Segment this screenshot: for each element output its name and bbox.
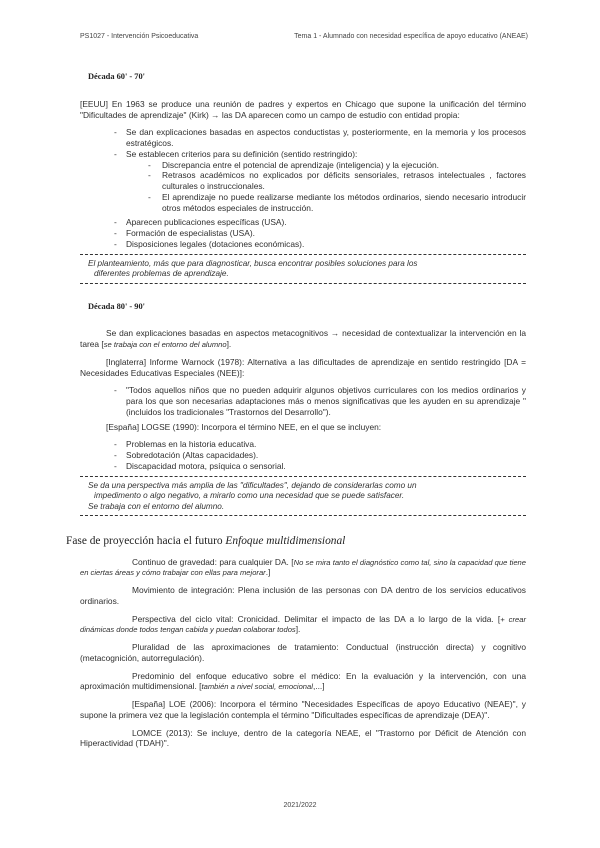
future-paragraph [80,671,526,693]
decade-60-heading: Década 60' - 70' [88,72,145,81]
section-title: Fase de proyección hacia el futuro [66,535,223,547]
note-line: El planteamiento, más que para diagnosticar, busca encontrar posibles soluciones para los [88,258,418,268]
decade-80-paragraph-1 [80,328,526,350]
future-paragraph [80,557,526,579]
list-item: - Se dan explicaciones basadas en aspectos conductistas y, posteriormente, en la memoria y los procesos estratégicos. [80,127,526,149]
decade-60-intro: [EEUU] En 1963 se produce una reunión de padres y expertos en Chicago que supone la unificación del término "Dificultades de aprendizaje" (Kirk) → las DA aparecen como un campo de estudio con entidad propia: [80,98,526,120]
list-item: - Discapacidad motora, psíquica o sensorial. [80,461,526,472]
section-subtitle: Enfoque multidimensional [225,535,346,547]
section-heading [66,534,526,549]
note-line: Se da una perspectiva más amplia de las "dificultades", dejando de considerarlas como un [88,480,417,490]
list-item [80,149,526,214]
note-line: Se trabaja con el entorno del alumno. [88,501,225,511]
header-topic: Tema 1 - Alumnado con necesidad específica de apoyo educativo (ANEAE) [294,33,528,40]
sublist-item: - Retrasos académicos no explicados por déficits sensoriales, retrasos intelectuales , factores culturales o instruccionales. [80,170,526,192]
list-item: - Problemas en la historia educativa. [80,439,526,450]
note-line: diferentes problemas de aprendizaje. [94,269,229,278]
list-item: - Sobredotación (Altas capacidades). [80,450,526,461]
header-course: PS1027 - Intervención Psicoeducativa [80,33,199,40]
text: Se dan explicaciones basadas en aspectos metacognitivos → necesidad de contextualizar la intervención en la tarea [ [80,328,526,349]
future-paragraph: Pluralidad de las aproximaciones de tratamiento: Conductual (instrucción directa) y cognitivo (metacognición, autorregulación). [80,642,526,663]
text: ]. [295,624,301,635]
italic-aside: se trabaja con el entorno del alumno [103,340,227,349]
list-item-text: Se establecen criterios para su definición (sentido restringido): [126,148,358,159]
note-line: impedimento o algo negativo, a mirarlo como una necesidad que se puede satisfacer. [94,491,405,500]
sublist-item: - Discrepancia entre el potencial de aprendizaje (inteligencia) y la ejecución. [80,160,526,171]
warnock-quote-list [80,385,526,417]
italic-aside: No se mira tanto el diagnóstico como tal, sino la capacidad que tiene en ciertas áreas y cómo trabajar con ellas para mejorar [80,557,527,578]
list-item: - Aparecen publicaciones específicas (USA). [80,217,526,228]
future-paragraph: LOMCE (2013): Se incluye, dentro de la categoría NEAE, el "Trastorno por Déficit de Atención con Hiperactividad (TDAH)". [80,727,526,749]
text: Perspectiva del ciclo vital: Cronicidad. Delimitar el impacto de las DA a lo largo de la vida. [ [132,613,501,624]
criteria-sublist [80,160,526,214]
list-item: - Formación de especialistas (USA). [80,228,526,239]
future-paragraph: Movimiento de integración: Plena inclusión de las personas con DA dentro de los servicios educativos ordinarios. [80,585,526,606]
decade-80-paragraph-3: [España] LOGSE (1990): Incorpora el término NEE, en el que se incluyen: [106,421,382,432]
text: ]. [226,339,232,349]
list-item: - Disposiciones legales (dotaciones económicas). [80,239,526,250]
italic-aside: + crear dinámicas donde todos tengan cabida y puedan colaborar todos [80,614,526,635]
list-item: - "Todos aquellos niños que no pueden adquirir algunos objetivos curriculares con los medios ordinarios y para los que son necesarias adaptaciones más o menos significativas que les ayuden en su aprendizaje " (incluidos los tradicionales "Trastornos del Desarrollo"). [80,385,526,417]
text: .] [265,567,271,578]
logse-list [80,439,526,471]
page-content [66,72,527,756]
text: Predominio del enfoque educativo sobre el médico: En la evaluación y la intervención, con una aproximación multidimensional. [ [80,670,526,692]
future-paragraph: [España] LOE (2006): Incorpora el término "Necesidades Específicas de apoyo Educativo (NEAE)", y supone la primera vez que la legislación contempla el término "Dificultades específicas de aprendizaje (DEA)". [80,699,526,720]
text: Continuo de gravedad: para cualquier DA. [ [132,556,294,567]
sublist-item: - El aprendizaje no puede realizarse mediante los métodos ordinarios, siendo necesario introducir otros métodos especiales de instrucción. [80,192,526,214]
italic-aside: también a nivel social, emocional [201,682,313,692]
page-footer: 2021/2022 [283,802,317,809]
decade-60-list [80,127,526,249]
future-paragraph [80,614,526,636]
decade-80-paragraph-2: [Inglaterra] Informe Warnock (1978): Alternativa a las dificultades de aprendizaje en sentido restringido [DA = Necesidades Educativas Especiales (NEE)]: [80,356,526,378]
decade-60-note [80,254,526,284]
page-header [80,33,528,40]
decade-80-note [80,476,526,517]
text: ,...] [312,681,325,692]
decade-80-heading: Década 80' - 90' [88,301,145,311]
